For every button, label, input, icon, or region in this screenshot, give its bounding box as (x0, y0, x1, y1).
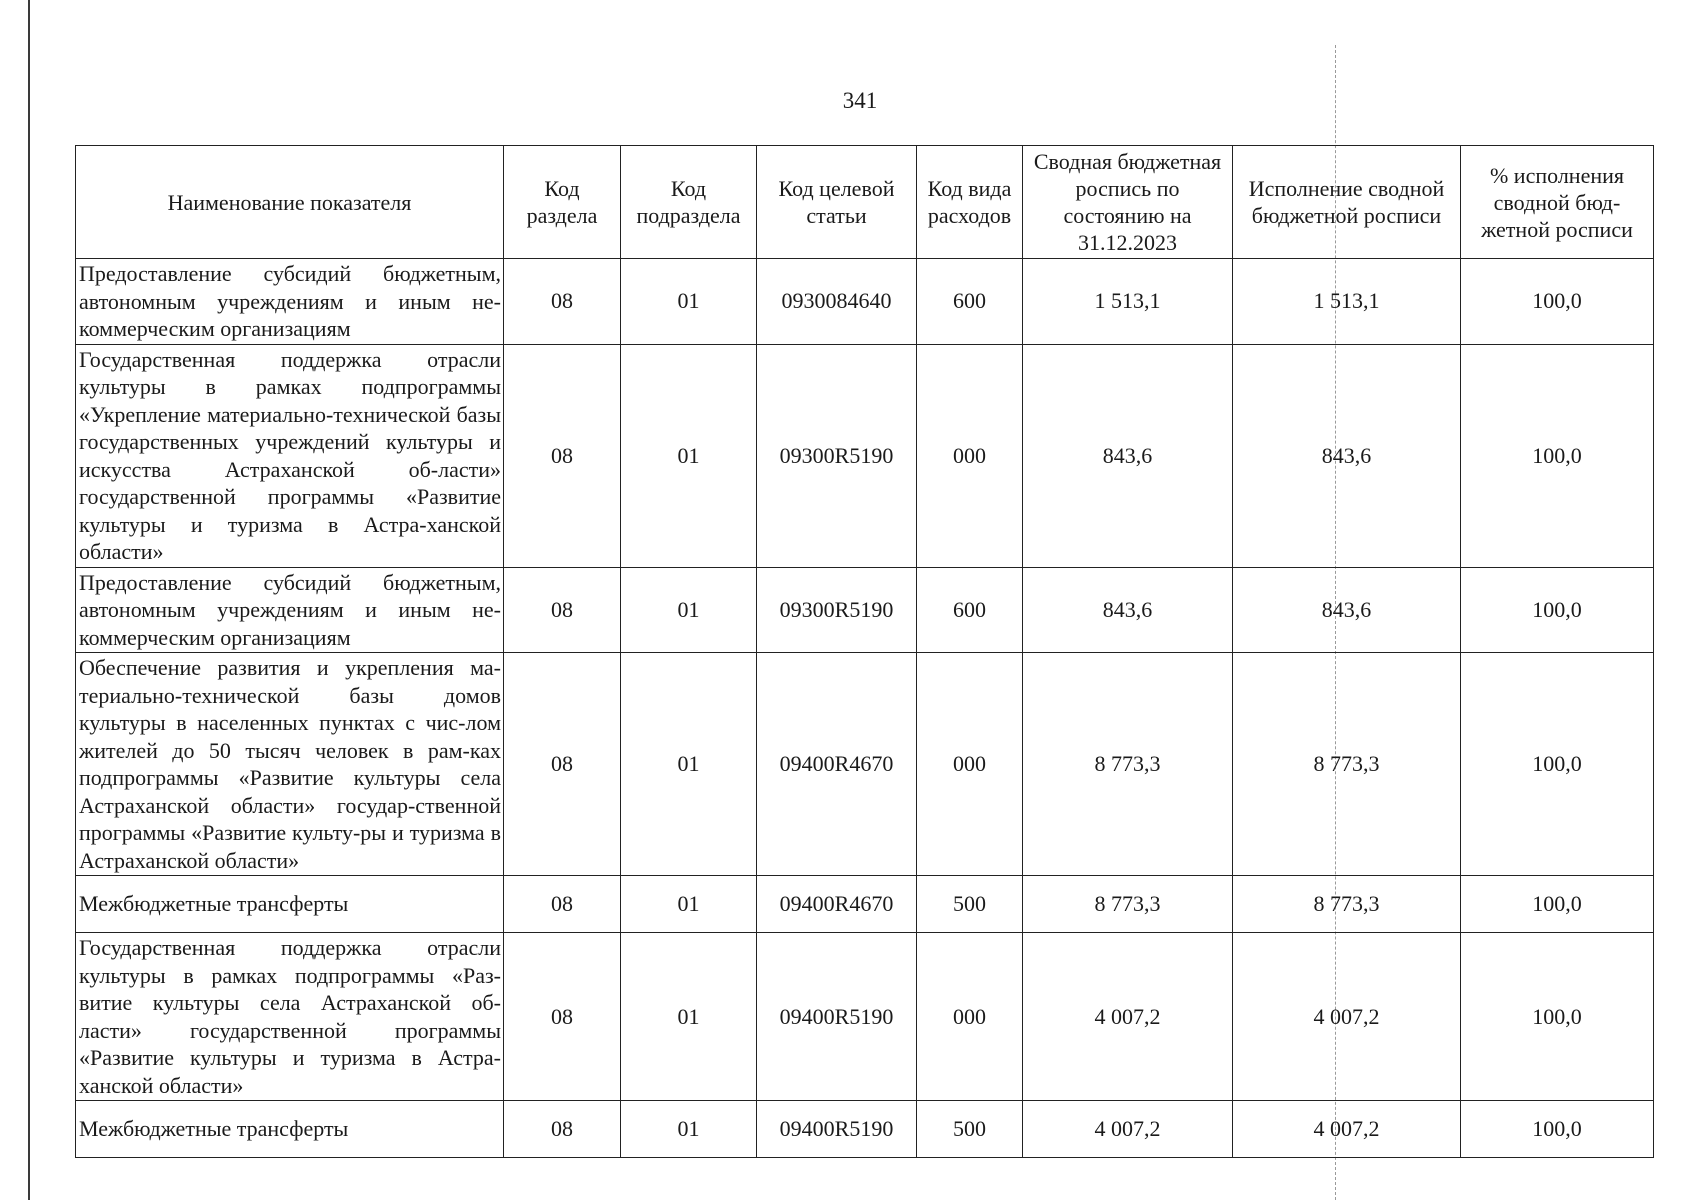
row-subsection: 01 (621, 259, 757, 345)
row-name: Предоставление субсидий бюджетным, автономным учреждениям и иным не-коммерческим организациям (76, 567, 504, 653)
row-target: 09400R4670 (757, 653, 917, 876)
header-execution: Исполнение сводной бюджетной росписи (1233, 146, 1461, 259)
row-expense-type: 500 (917, 876, 1023, 933)
row-percent: 100,0 (1461, 876, 1654, 933)
row-section: 08 (504, 567, 621, 653)
row-schedule: 8 773,3 (1023, 876, 1233, 933)
table-row (76, 1101, 1654, 1158)
row-schedule: 4 007,2 (1023, 933, 1233, 1101)
row-section: 08 (504, 876, 621, 933)
row-name: Межбюджетные трансферты (76, 1101, 504, 1158)
row-schedule: 843,6 (1023, 344, 1233, 567)
row-target: 09300R5190 (757, 567, 917, 653)
binding-margin-line (28, 0, 30, 1200)
row-target: 09300R5190 (757, 344, 917, 567)
row-name: Государственная поддержка отрасли культуры в рамках подпрограммы «Укрепление материально-технической базы государственных учреждений культуры и искусства Астраханской об-ласти» государственной программы «Развитие культуры и туризма в Астра-ханской области» (76, 344, 504, 567)
row-target: 0930084640 (757, 259, 917, 345)
row-subsection: 01 (621, 933, 757, 1101)
budget-execution-table (75, 145, 1654, 1158)
table-row (76, 933, 1654, 1101)
table-row (76, 876, 1654, 933)
row-schedule: 1 513,1 (1023, 259, 1233, 345)
row-execution: 843,6 (1233, 567, 1461, 653)
row-target: 09400R4670 (757, 876, 917, 933)
table-row (76, 259, 1654, 345)
row-percent: 100,0 (1461, 567, 1654, 653)
header-target-code: Код целевой статьи (757, 146, 917, 259)
table-header-row (76, 146, 1654, 259)
row-subsection: 01 (621, 567, 757, 653)
row-execution: 1 513,1 (1233, 259, 1461, 345)
row-percent: 100,0 (1461, 344, 1654, 567)
table-row (76, 567, 1654, 653)
row-name: Межбюджетные трансферты (76, 876, 504, 933)
row-expense-type: 600 (917, 259, 1023, 345)
row-schedule: 8 773,3 (1023, 653, 1233, 876)
row-target: 09400R5190 (757, 1101, 917, 1158)
header-subsection-code: Код подраздела (621, 146, 757, 259)
row-percent: 100,0 (1461, 653, 1654, 876)
header-budget-schedule: Сводная бюджетная роспись по состоянию на 31.12.2023 (1023, 146, 1233, 259)
row-expense-type: 600 (917, 567, 1023, 653)
row-percent: 100,0 (1461, 933, 1654, 1101)
header-section-code: Код раздела (504, 146, 621, 259)
row-expense-type: 500 (917, 1101, 1023, 1158)
table-row (76, 653, 1654, 876)
row-percent: 100,0 (1461, 1101, 1654, 1158)
row-expense-type: 000 (917, 653, 1023, 876)
row-execution: 8 773,3 (1233, 653, 1461, 876)
row-execution: 8 773,3 (1233, 876, 1461, 933)
page-number: 341 (842, 88, 878, 113)
row-name: Государственная поддержка отрасли культуры в рамках подпрограммы «Раз-витие культуры села Астраханской об-ласти» государственной программы «Развитие культуры и туризма в Астра-ханской области» (76, 933, 504, 1101)
row-expense-type: 000 (917, 344, 1023, 567)
row-section: 08 (504, 344, 621, 567)
row-schedule: 843,6 (1023, 567, 1233, 653)
row-execution: 4 007,2 (1233, 933, 1461, 1101)
row-section: 08 (504, 933, 621, 1101)
row-name: Обеспечение развития и укрепления ма-териально-технической базы домов культуры в населенных пунктах с чис-лом жителей до 50 тысяч человек в рам-ках подпрограммы «Развитие культуры села Астраханской области» государ-ственной программы «Развитие культу-ры и туризма в Астраханской области» (76, 653, 504, 876)
row-section: 08 (504, 1101, 621, 1158)
row-name: Предоставление субсидий бюджетным, автономным учреждениям и иным не-коммерческим организациям (76, 259, 504, 345)
row-percent: 100,0 (1461, 259, 1654, 345)
table-row (76, 344, 1654, 567)
row-subsection: 01 (621, 344, 757, 567)
row-section: 08 (504, 259, 621, 345)
row-subsection: 01 (621, 876, 757, 933)
row-section: 08 (504, 653, 621, 876)
row-execution: 4 007,2 (1233, 1101, 1461, 1158)
row-schedule: 4 007,2 (1023, 1101, 1233, 1158)
header-expense-type-code: Код вида расходов (917, 146, 1023, 259)
row-execution: 843,6 (1233, 344, 1461, 567)
row-subsection: 01 (621, 653, 757, 876)
row-subsection: 01 (621, 1101, 757, 1158)
header-execution-percent: % исполнения сводной бюд-жетной росписи (1461, 146, 1654, 259)
row-expense-type: 000 (917, 933, 1023, 1101)
row-target: 09400R5190 (757, 933, 917, 1101)
header-name: Наименование показателя (76, 146, 504, 259)
